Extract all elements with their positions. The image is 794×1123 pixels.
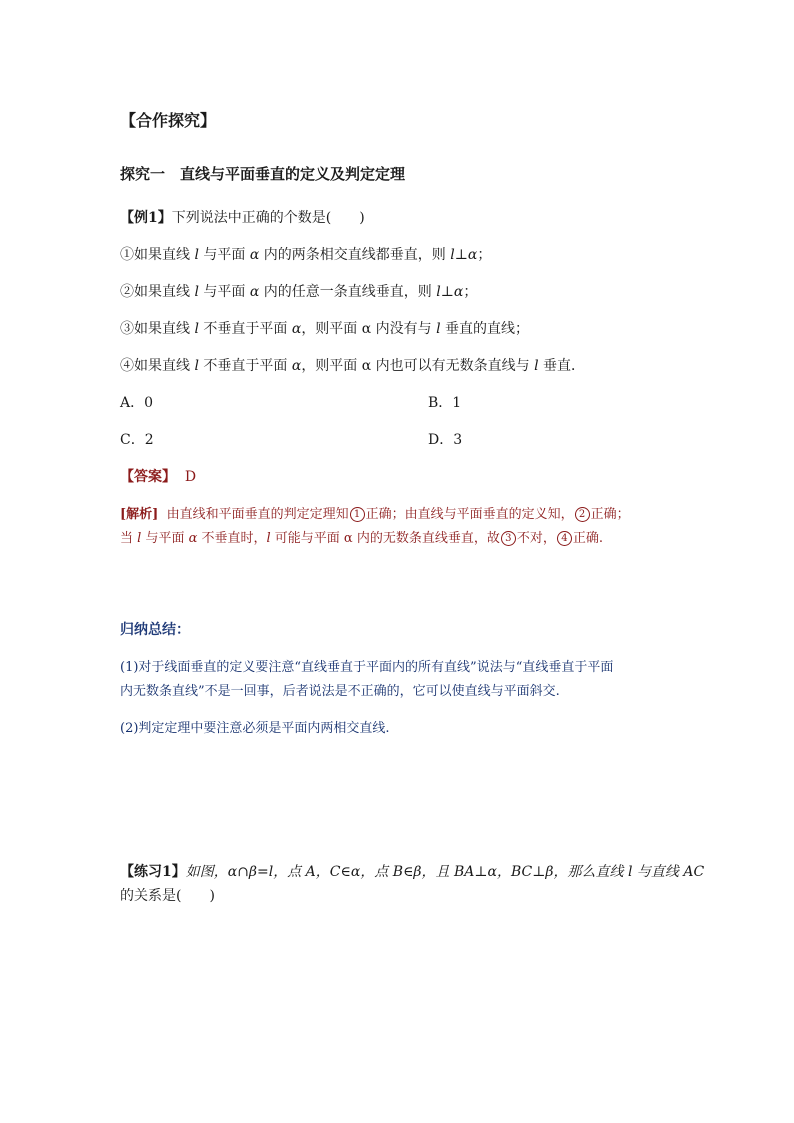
summary-p1-line1: (1)对于线面垂直的定义要注意“直线垂直于平面内的所有直线”说法与“直线垂直于平面	[120, 660, 614, 675]
summary-p1-line2: 内无数条直线”不是一回事，后者说法是不正确的，它可以使直线与平面斜交.	[120, 684, 560, 699]
statement-1: ①如果直线 l 与平面 α 内的两条相交直线都垂直，则 l⊥α；	[120, 247, 492, 263]
circled-4: 4	[557, 531, 572, 546]
analysis-tag: [解析]	[120, 507, 159, 522]
analysis-line-1: [解析] 由直线和平面垂直的判定定理知 1 正确；由直线与平面垂直的定义知， 2 正确；	[120, 507, 630, 522]
example-tag: 【例1】	[120, 210, 172, 226]
circled-3: 3	[501, 531, 516, 546]
circled-1: 1	[350, 507, 365, 522]
option-d: D．3	[428, 432, 463, 448]
circled-2: 2	[575, 507, 590, 522]
statement-3: ③如果直线 l 不垂直于平面 α，则平面 α 内没有与 l 垂直的直线；	[120, 321, 530, 337]
answer-tag: 【答案】	[120, 469, 176, 485]
analysis-line-2: 当 l 与平面 α 不垂直时，l 可能与平面 α 内的无数条直线垂直，故 3 不对， 4 正确.	[120, 531, 604, 546]
statement-2: ②如果直线 l 与平面 α 内的任意一条直线垂直，则 l⊥α；	[120, 284, 478, 300]
section-title: 【合作探究】	[120, 111, 217, 130]
answer-line	[120, 466, 196, 486]
question-text: 下列说法中正确的个数是( )	[171, 210, 365, 226]
option-a: A．0	[120, 395, 154, 411]
exercise-tag: 【练习1】	[120, 864, 186, 880]
example1-question	[120, 207, 365, 227]
exercise1-line1: 【练习1】如图，α∩β=l，点 A，C∈α，点 B∈β，且 BA⊥α，BC⊥β，那么直线 l 与直线 AC	[120, 864, 705, 880]
answer-value: D	[184, 469, 197, 485]
option-b: B．1	[428, 395, 462, 411]
summary-title: 归纳总结：	[120, 622, 190, 638]
inquiry-title: 探究一 直线与平面垂直的定义及判定定理	[120, 165, 406, 183]
statement-4: ④如果直线 l 不垂直于平面 α，则平面 α 内也可以有无数条直线与 l 垂直．	[120, 358, 586, 374]
exercise1-line2: 的关系是( )	[120, 888, 215, 904]
option-c: C．2	[120, 432, 154, 448]
summary-p2: (2)判定定理中要注意必须是平面内两相交直线.	[120, 721, 390, 736]
